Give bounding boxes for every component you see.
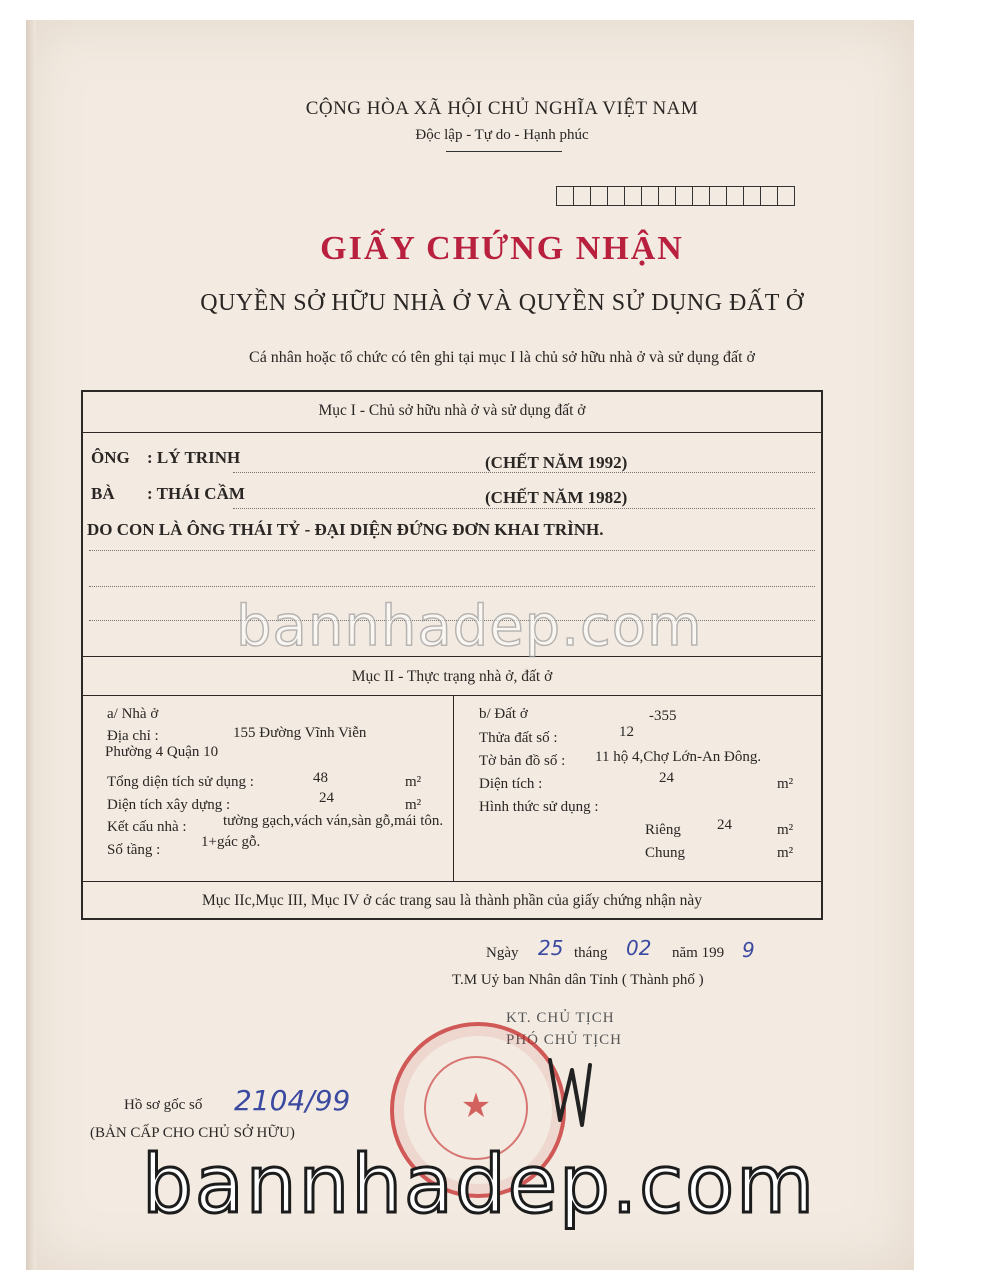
motto-underline xyxy=(446,151,562,152)
private-value: 24 xyxy=(717,817,732,833)
floors-label: Số tầng : xyxy=(107,842,161,858)
map-value: 11 hộ 4,Chợ Lớn-An Đông. xyxy=(595,749,762,765)
total-area-value: 48 xyxy=(313,770,328,786)
certificate-subtitle: QUYỀN SỞ HỮU NHÀ Ở VÀ QUYỀN SỬ DỤNG ĐẤT Ở xyxy=(200,290,804,316)
usage-label: Hình thức sử dụng : xyxy=(479,799,599,815)
date-month-label: tháng xyxy=(574,945,608,961)
section2-title: Mục II - Thực trạng nhà ở, đất ở xyxy=(351,668,553,685)
divider xyxy=(83,432,821,433)
divider xyxy=(83,881,821,882)
total-area-unit: m² xyxy=(405,774,422,790)
land-heading-value: -355 xyxy=(649,708,677,724)
signer-title-1: KT. CHỦ TỊCH xyxy=(506,1010,615,1026)
house-heading: a/ Nhà ở xyxy=(107,706,159,722)
plot-value: 12 xyxy=(619,724,634,740)
built-area-value: 24 xyxy=(319,790,334,806)
authority: T.M Uỷ ban Nhân dân Tỉnh ( Thành phố ) xyxy=(452,972,704,988)
divider xyxy=(83,695,821,696)
private-unit: m² xyxy=(777,822,794,838)
structure-label: Kết cấu nhà : xyxy=(107,819,187,835)
address-label: Địa chỉ : xyxy=(107,728,159,744)
column-divider xyxy=(453,695,454,881)
total-area-label: Tổng diện tích sử dụng : xyxy=(107,774,254,790)
record-label: Hồ sơ gốc số xyxy=(124,1097,203,1113)
map-label: Tờ bản đồ số : xyxy=(479,753,566,769)
owner1-name: : LÝ TRINH xyxy=(147,448,241,467)
motto: Độc lập - Tự do - Hạnh phúc xyxy=(415,127,589,143)
date-year-value: 9 xyxy=(742,938,755,962)
record-value: 2104/99 xyxy=(234,1084,351,1117)
land-area-unit: m² xyxy=(777,776,794,792)
copy-note: (BẢN CẤP CHO CHỦ SỞ HỮU) xyxy=(90,1125,295,1141)
official-seal: ★ xyxy=(390,1022,566,1198)
owner2-prefix: BÀ xyxy=(91,484,115,503)
land-area-value: 24 xyxy=(659,770,674,786)
owner2-name: : THÁI CẦM xyxy=(147,484,245,503)
serial-number-boxes xyxy=(556,186,795,206)
section1-title: Mục I - Chủ sở hữu nhà ở và sử dụng đất ở xyxy=(318,402,586,419)
shared-label: Chung xyxy=(645,845,686,861)
date-day-label: Ngày xyxy=(486,945,519,961)
address-line2: Phường 4 Quận 10 xyxy=(105,744,219,760)
built-area-label: Diện tích xây dựng : xyxy=(107,797,231,813)
address-value: 155 Đường Vĩnh Viễn xyxy=(233,725,367,741)
certificate-title: GIẤY CHỨNG NHẬN xyxy=(320,230,684,267)
structure-value: tường gạch,vách ván,sàn gỗ,mái tôn. xyxy=(223,813,444,829)
watermark-large: bannhadep.com xyxy=(142,1138,817,1231)
intro-text: Cá nhân hoặc tổ chức có tên ghi tại mục I là chủ sở hữu nhà ở và sử dụng đất ở xyxy=(249,349,755,366)
date-day-value: 25 xyxy=(538,936,564,960)
signature xyxy=(530,1040,610,1150)
built-area-unit: m² xyxy=(405,797,422,813)
floors-value: 1+gác gỗ. xyxy=(201,834,261,850)
owner1-prefix: ÔNG xyxy=(91,448,130,467)
shared-unit: m² xyxy=(777,845,794,861)
plot-label: Thửa đất số : xyxy=(479,730,558,746)
republic-header: CỘNG HÒA XÃ HỘI CHỦ NGHĨA VIỆT NAM xyxy=(305,98,699,119)
date-year-label: năm 199 xyxy=(672,945,725,961)
owner2-note: (CHẾT NĂM 1982) xyxy=(485,488,628,507)
footer-note: Mục IIc,Mục III, Mục IV ở các trang sau là thành phần của giấy chứng nhận này xyxy=(201,892,703,909)
owner1-note: (CHẾT NĂM 1992) xyxy=(485,453,628,472)
land-heading: b/ Đất ở xyxy=(479,706,528,722)
date-month-value: 02 xyxy=(626,936,652,960)
watermark-faint: bannhadep.com xyxy=(236,594,703,659)
representative: DO CON LÀ ÔNG THÁI TỶ - ĐẠI DIỆN ĐỨNG ĐƠN KHAI TRÌNH. xyxy=(87,520,604,539)
private-label: Riêng xyxy=(645,822,681,838)
land-area-label: Diện tích : xyxy=(479,776,543,792)
signer-title-2: PHÓ CHỦ TỊCH xyxy=(506,1032,622,1048)
